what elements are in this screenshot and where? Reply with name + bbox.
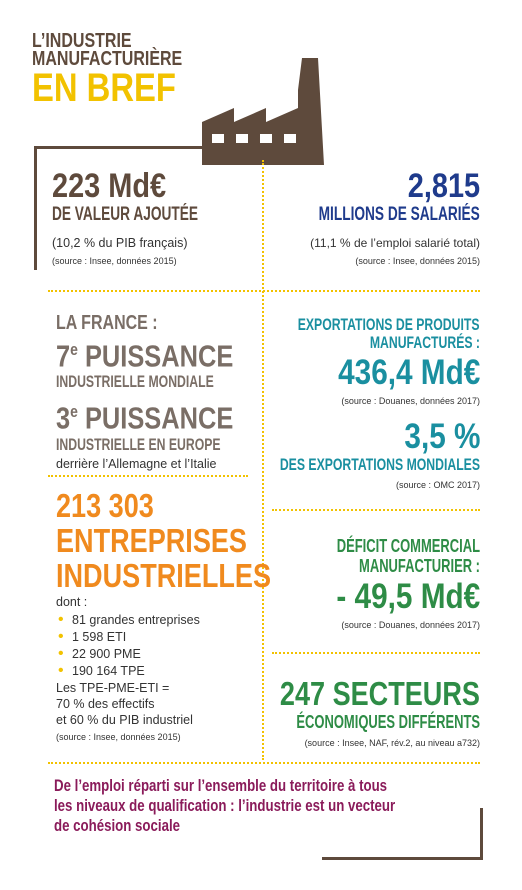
entreprises-value: 213 303 <box>56 487 154 524</box>
exports-share-value: 3,5 % <box>403 417 480 456</box>
deficit-source: (source : Douanes, données 2017) <box>341 620 480 630</box>
footer-line2: les niveaux de qualification : l’industrie est un vecteur <box>54 796 396 815</box>
deficit-value: - 49,5 Md€ <box>336 577 480 616</box>
divider-2-left <box>48 475 248 477</box>
valeur-value: 223 Md€ <box>52 167 167 205</box>
secteurs-source: (source : Insee, NAF, rév.2, au niveau a732) <box>304 738 480 748</box>
left-rule <box>34 146 37 270</box>
entreprises-source: (source : Insee, données 2015) <box>56 732 181 742</box>
france-rank2-label: INDUSTRIELLE EN EUROPE <box>56 434 221 454</box>
secteurs-label: ÉCONOMIQUES DIFFÉRENTS <box>296 712 480 732</box>
deficit-label1: DÉFICIT COMMERCIAL <box>336 536 480 556</box>
deficit-block <box>250 536 480 630</box>
france-rank2: 3e PUISSANCE <box>56 400 234 436</box>
france-intro: LA FRANCE : <box>56 312 158 334</box>
salaries-block <box>250 168 480 266</box>
exports-share-source: (source : OMC 2017) <box>395 480 480 490</box>
list-item: • 22 900 PME <box>56 646 318 663</box>
salaries-source: (source : Insee, données 2015) <box>355 256 480 266</box>
list-item: • 190 164 TPE <box>56 663 318 680</box>
list-item: • 81 grandes entreprises <box>56 612 318 629</box>
valeur-note: (10,2 % du PIB français) <box>52 236 188 250</box>
salaries-note: (11,1 % de l’emploi salarié total) <box>310 236 480 250</box>
top-left-rule <box>34 146 244 149</box>
exports-share-label: DES EXPORTATIONS MONDIALES <box>279 455 480 474</box>
header <box>32 30 220 108</box>
france-rank1: 7e PUISSANCE <box>56 338 234 374</box>
deficit-label2: MANUFACTURIER : <box>359 556 480 576</box>
exports-block <box>250 316 480 490</box>
valeur-source: (source : Insee, données 2015) <box>52 256 177 266</box>
entreprises-label1: ENTREPRISES <box>56 522 247 559</box>
entreprises-dont: dont : <box>56 595 88 609</box>
secteurs-block <box>240 676 480 748</box>
entreprises-text2: 70 % des effectifs <box>56 697 155 711</box>
footer-line3: de cohésion sociale <box>54 816 181 835</box>
france-rank2-note: derrière l’Allemagne et l’Italie <box>56 456 217 471</box>
salaries-label: MILLIONS DE SALARIÉS <box>318 204 480 225</box>
exports-source: (source : Douanes, données 2017) <box>341 396 480 406</box>
valeur-block <box>52 168 255 266</box>
divider-1 <box>48 290 480 292</box>
secteurs-value: 247 SECTEURS <box>279 675 480 712</box>
entreprises-text1: Les TPE-PME-ETI = <box>56 681 170 695</box>
header-line2: MANUFACTURIÈRE <box>32 48 183 70</box>
salaries-value: 2,815 <box>407 167 480 205</box>
entreprises-label2: INDUSTRIELLES <box>56 557 271 594</box>
header-line3: EN BREF <box>32 66 176 110</box>
exports-label2: MANUFACTURÉS : <box>369 333 480 352</box>
footer-text <box>54 776 491 836</box>
divider-bottom <box>48 762 480 764</box>
valeur-label: DE VALEUR AJOUTÉE <box>52 204 198 225</box>
bottom-rule <box>322 857 483 860</box>
header-line1: L’INDUSTRIE <box>32 30 132 52</box>
entreprises-text3: et 60 % du PIB industriel <box>56 713 193 727</box>
france-rank1-label: INDUSTRIELLE MONDIALE <box>56 372 214 392</box>
exports-value: 436,4 Md€ <box>337 353 480 392</box>
exports-label1: EXPORTATIONS DE PRODUITS <box>298 315 480 334</box>
footer-line1: De l’emploi réparti sur l’ensemble du territoire à tous <box>54 776 388 795</box>
list-item: • 1 598 ETI <box>56 629 318 646</box>
